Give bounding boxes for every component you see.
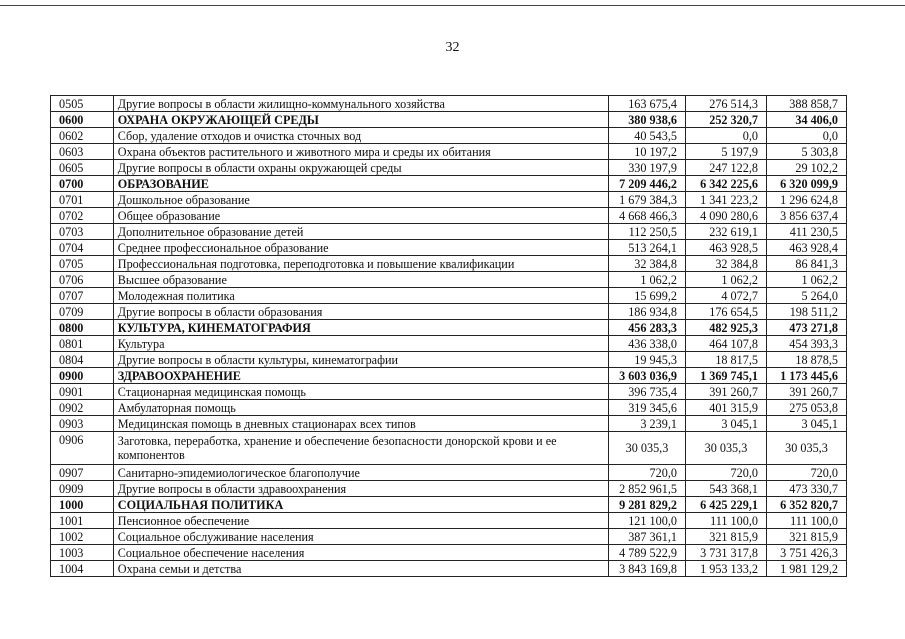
- value-cell-2: 321 815,9: [685, 529, 766, 545]
- value-cell-3: 18 878,5: [766, 352, 846, 368]
- code-cell: 0600: [51, 112, 114, 128]
- code-cell: 0705: [51, 256, 114, 272]
- table-row: [51, 256, 847, 272]
- value-cell-3: 34 406,0: [766, 112, 846, 128]
- value-cell-3: 5 303,8: [766, 144, 846, 160]
- table-row: [51, 224, 847, 240]
- value-cell-1: 513 264,1: [609, 240, 686, 256]
- value-cell-1: 4 668 466,3: [609, 208, 686, 224]
- name-cell: Амбулаторная помощь: [113, 400, 608, 416]
- code-cell: 0702: [51, 208, 114, 224]
- value-cell-3: 111 100,0: [766, 513, 846, 529]
- value-cell-3: 1 981 129,2: [766, 561, 846, 577]
- code-cell: 0909: [51, 481, 114, 497]
- page-top-rule: [0, 5, 905, 6]
- name-cell: Профессиональная подготовка, переподготовка и повышение квалификации: [113, 256, 608, 272]
- value-cell-1: 121 100,0: [609, 513, 686, 529]
- code-cell: 0902: [51, 400, 114, 416]
- value-cell-2: 276 514,3: [685, 96, 766, 112]
- table-row: [51, 240, 847, 256]
- value-cell-2: 6 342 225,6: [685, 176, 766, 192]
- table-row: [51, 160, 847, 176]
- table-row: [51, 529, 847, 545]
- value-cell-3: 0,0: [766, 128, 846, 144]
- value-cell-1: 319 345,6: [609, 400, 686, 416]
- table-row: [51, 304, 847, 320]
- value-cell-3: 463 928,4: [766, 240, 846, 256]
- section-row: [51, 320, 847, 336]
- value-cell-3: 198 511,2: [766, 304, 846, 320]
- value-cell-3: 275 053,8: [766, 400, 846, 416]
- value-cell-1: 10 197,2: [609, 144, 686, 160]
- value-cell-2: 32 384,8: [685, 256, 766, 272]
- code-cell: 0605: [51, 160, 114, 176]
- value-cell-1: 3 603 036,9: [609, 368, 686, 384]
- name-cell: Молодежная политика: [113, 288, 608, 304]
- name-cell: Санитарно-эпидемиологическое благополучие: [113, 465, 608, 481]
- value-cell-1: 720,0: [609, 465, 686, 481]
- value-cell-1: 330 197,9: [609, 160, 686, 176]
- value-cell-1: 30 035,3: [609, 432, 686, 465]
- section-row: [51, 112, 847, 128]
- name-cell: Другие вопросы в области образования: [113, 304, 608, 320]
- value-cell-3: 321 815,9: [766, 529, 846, 545]
- code-cell: 0707: [51, 288, 114, 304]
- value-cell-3: 3 856 637,4: [766, 208, 846, 224]
- name-cell: Заготовка, переработка, хранение и обеспечение безопасности донорской крови и ее компонентов: [113, 432, 608, 465]
- value-cell-2: 543 368,1: [685, 481, 766, 497]
- value-cell-3: 388 858,7: [766, 96, 846, 112]
- value-cell-1: 456 283,3: [609, 320, 686, 336]
- section-row: [51, 497, 847, 513]
- code-cell: 0801: [51, 336, 114, 352]
- section-row: [51, 176, 847, 192]
- value-cell-3: 1 062,2: [766, 272, 846, 288]
- value-cell-3: 6 320 099,9: [766, 176, 846, 192]
- table-row: [51, 416, 847, 432]
- code-cell: 0703: [51, 224, 114, 240]
- value-cell-1: 380 938,6: [609, 112, 686, 128]
- value-cell-3: 29 102,2: [766, 160, 846, 176]
- value-cell-1: 1 679 384,3: [609, 192, 686, 208]
- table-row: [51, 561, 847, 577]
- code-cell: 0603: [51, 144, 114, 160]
- page-number: 32: [445, 40, 460, 55]
- budget-table-body: [51, 96, 847, 577]
- name-cell: Дошкольное образование: [113, 192, 608, 208]
- value-cell-3: 6 352 820,7: [766, 497, 846, 513]
- value-cell-2: 1 369 745,1: [685, 368, 766, 384]
- section-row: [51, 368, 847, 384]
- name-cell: КУЛЬТУРА, КИНЕМАТОГРАФИЯ: [113, 320, 608, 336]
- table-row: [51, 208, 847, 224]
- value-cell-3: 1 296 624,8: [766, 192, 846, 208]
- table-row: [51, 96, 847, 112]
- value-cell-3: 473 330,7: [766, 481, 846, 497]
- code-cell: 0800: [51, 320, 114, 336]
- value-cell-3: 30 035,3: [766, 432, 846, 465]
- name-cell: Медицинская помощь в дневных стационарах всех типов: [113, 416, 608, 432]
- table-row: [51, 384, 847, 400]
- name-cell: Охрана объектов растительного и животного мира и среды их обитания: [113, 144, 608, 160]
- table-row: [51, 513, 847, 529]
- table-row: [51, 288, 847, 304]
- value-cell-1: 436 338,0: [609, 336, 686, 352]
- code-cell: 0903: [51, 416, 114, 432]
- value-cell-1: 32 384,8: [609, 256, 686, 272]
- code-cell: 0700: [51, 176, 114, 192]
- value-cell-2: 5 197,9: [685, 144, 766, 160]
- code-cell: 1001: [51, 513, 114, 529]
- value-cell-3: 5 264,0: [766, 288, 846, 304]
- value-cell-3: 411 230,5: [766, 224, 846, 240]
- value-cell-1: 40 543,5: [609, 128, 686, 144]
- code-cell: 1004: [51, 561, 114, 577]
- value-cell-1: 3 239,1: [609, 416, 686, 432]
- value-cell-2: 464 107,8: [685, 336, 766, 352]
- value-cell-2: 3 731 317,8: [685, 545, 766, 561]
- value-cell-1: 7 209 446,2: [609, 176, 686, 192]
- value-cell-3: 473 271,8: [766, 320, 846, 336]
- value-cell-2: 247 122,8: [685, 160, 766, 176]
- value-cell-2: 252 320,7: [685, 112, 766, 128]
- code-cell: 1002: [51, 529, 114, 545]
- name-cell: Социальное обеспечение населения: [113, 545, 608, 561]
- value-cell-3: 391 260,7: [766, 384, 846, 400]
- table-row: [51, 432, 847, 465]
- name-cell: Сбор, удаление отходов и очистка сточных вод: [113, 128, 608, 144]
- value-cell-1: 387 361,1: [609, 529, 686, 545]
- budget-table: [50, 95, 847, 577]
- name-cell: Пенсионное обеспечение: [113, 513, 608, 529]
- value-cell-2: 232 619,1: [685, 224, 766, 240]
- name-cell: Другие вопросы в области охраны окружающей среды: [113, 160, 608, 176]
- value-cell-3: 3 751 426,3: [766, 545, 846, 561]
- table-row: [51, 128, 847, 144]
- name-cell: ОХРАНА ОКРУЖАЮЩЕЙ СРЕДЫ: [113, 112, 608, 128]
- value-cell-2: 1 953 133,2: [685, 561, 766, 577]
- code-cell: 0804: [51, 352, 114, 368]
- value-cell-2: 176 654,5: [685, 304, 766, 320]
- value-cell-2: 6 425 229,1: [685, 497, 766, 513]
- name-cell: ОБРАЗОВАНИЕ: [113, 176, 608, 192]
- name-cell: Другие вопросы в области здравоохранения: [113, 481, 608, 497]
- code-cell: 1000: [51, 497, 114, 513]
- table-row: [51, 272, 847, 288]
- value-cell-1: 396 735,4: [609, 384, 686, 400]
- table-row: [51, 481, 847, 497]
- value-cell-2: 482 925,3: [685, 320, 766, 336]
- name-cell: Дополнительное образование детей: [113, 224, 608, 240]
- value-cell-3: 86 841,3: [766, 256, 846, 272]
- value-cell-1: 186 934,8: [609, 304, 686, 320]
- code-cell: 1003: [51, 545, 114, 561]
- code-cell: 0505: [51, 96, 114, 112]
- name-cell: Культура: [113, 336, 608, 352]
- value-cell-1: 1 062,2: [609, 272, 686, 288]
- table-row: [51, 400, 847, 416]
- table-row: [51, 144, 847, 160]
- code-cell: 0901: [51, 384, 114, 400]
- value-cell-2: 3 045,1: [685, 416, 766, 432]
- value-cell-3: 720,0: [766, 465, 846, 481]
- value-cell-2: 4 072,7: [685, 288, 766, 304]
- value-cell-1: 112 250,5: [609, 224, 686, 240]
- name-cell: ЗДРАВООХРАНЕНИЕ: [113, 368, 608, 384]
- value-cell-1: 9 281 829,2: [609, 497, 686, 513]
- value-cell-2: 1 341 223,2: [685, 192, 766, 208]
- value-cell-2: 1 062,2: [685, 272, 766, 288]
- value-cell-2: 720,0: [685, 465, 766, 481]
- table-row: [51, 465, 847, 481]
- value-cell-2: 18 817,5: [685, 352, 766, 368]
- code-cell: 0701: [51, 192, 114, 208]
- value-cell-1: 15 699,2: [609, 288, 686, 304]
- code-cell: 0906: [51, 432, 114, 465]
- code-cell: 0706: [51, 272, 114, 288]
- value-cell-2: 391 260,7: [685, 384, 766, 400]
- value-cell-2: 4 090 280,6: [685, 208, 766, 224]
- name-cell: Общее образование: [113, 208, 608, 224]
- name-cell: Высшее образование: [113, 272, 608, 288]
- value-cell-3: 3 045,1: [766, 416, 846, 432]
- table-row: [51, 192, 847, 208]
- name-cell: Охрана семьи и детства: [113, 561, 608, 577]
- table-row: [51, 545, 847, 561]
- name-cell: Другие вопросы в области жилищно-коммунального хозяйства: [113, 96, 608, 112]
- value-cell-1: 3 843 169,8: [609, 561, 686, 577]
- value-cell-2: 111 100,0: [685, 513, 766, 529]
- value-cell-3: 454 393,3: [766, 336, 846, 352]
- code-cell: 0704: [51, 240, 114, 256]
- value-cell-2: 463 928,5: [685, 240, 766, 256]
- value-cell-1: 2 852 961,5: [609, 481, 686, 497]
- value-cell-1: 163 675,4: [609, 96, 686, 112]
- value-cell-3: 1 173 445,6: [766, 368, 846, 384]
- table-row: [51, 352, 847, 368]
- name-cell: Стационарная медицинская помощь: [113, 384, 608, 400]
- value-cell-2: 401 315,9: [685, 400, 766, 416]
- name-cell: Социальное обслуживание населения: [113, 529, 608, 545]
- value-cell-2: 30 035,3: [685, 432, 766, 465]
- code-cell: 0602: [51, 128, 114, 144]
- name-cell: Другие вопросы в области культуры, кинематографии: [113, 352, 608, 368]
- name-cell: СОЦИАЛЬНАЯ ПОЛИТИКА: [113, 497, 608, 513]
- value-cell-1: 4 789 522,9: [609, 545, 686, 561]
- value-cell-1: 19 945,3: [609, 352, 686, 368]
- value-cell-2: 0,0: [685, 128, 766, 144]
- name-cell: Среднее профессиональное образование: [113, 240, 608, 256]
- code-cell: 0709: [51, 304, 114, 320]
- code-cell: 0907: [51, 465, 114, 481]
- table-row: [51, 336, 847, 352]
- code-cell: 0900: [51, 368, 114, 384]
